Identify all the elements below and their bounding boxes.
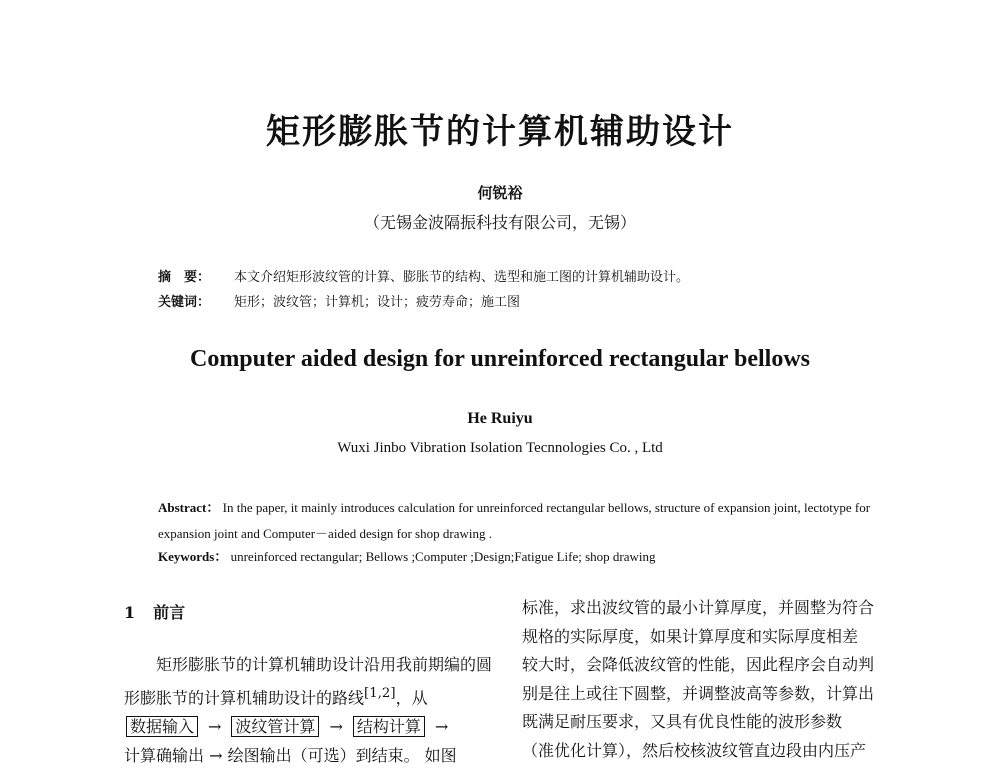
affiliation-en: Wuxi Jinbo Vibration Isolation Tecnnologies Co. , Ltd (337, 440, 663, 456)
arrow-icon: → (434, 717, 449, 737)
keywords-cn (158, 291, 520, 310)
body-line: 别是往上或往下圆整，并调整波高等参数，计算出 (522, 683, 875, 703)
paper-title-en: Computer aided design for unreinforced rectangular bellows (189, 346, 810, 372)
flow-line (124, 712, 494, 741)
section-number: 1 (124, 603, 136, 622)
author-name-en: He Ruiyu (467, 410, 533, 427)
abstract-cn-label: 摘 要： (158, 270, 211, 285)
section-title: 前言 (153, 603, 186, 622)
citation: [1,2] (364, 686, 396, 701)
right-column (522, 594, 892, 765)
body-line: 较大时，会降低波纹管的性能，因此程序会自动判 (522, 655, 875, 674)
affiliation-cn: （无锡金波隔振科技有限公司，无锡） (363, 213, 636, 232)
body-line: 规格的实际厚度，如果计算厚度和实际厚度相差 (522, 626, 859, 646)
flow-step: 波纹管计算 (231, 716, 319, 737)
abstract-cn (158, 266, 689, 285)
left-column (124, 650, 494, 770)
section-heading (124, 600, 185, 623)
body-line: （准优化计算），然后校核波纹管直边段由内压产 (522, 740, 867, 760)
abstract-en-label: Abstract： (158, 500, 220, 515)
flow-step: 结构计算 (353, 716, 425, 737)
keywords-cn-text: 矩形；波纹管；计算机；设计；疲劳寿命；施工图 (234, 295, 521, 310)
abstract-en (158, 495, 878, 547)
paper-title-cn: 矩形膨胀节的计算机辅助设计 (266, 112, 734, 152)
body-line: 既满足耐压要求，又具有优良性能的波形参数 (522, 712, 843, 731)
abstract-en-text: In the paper, it mainly introduces calculation for unreinforced rectangular bellows, structure of expansion joint, lectotype for expansion joint and Computer－aided design for shop drawing . (158, 500, 871, 541)
flow-step: 数据输入 (126, 716, 198, 737)
arrow-icon: → (208, 717, 222, 737)
paragraph-text-end: ，从 (395, 688, 428, 708)
keywords-en-label: Keywords： (158, 549, 228, 564)
body-line: 标准，求出波纹管的最小计算厚度，并圆整为符合 (522, 598, 875, 617)
author-name-cn: 何锐裕 (477, 184, 523, 202)
abstract-cn-text: 本文介绍矩形波纹管的计算、膨胀节的结构、选型和施工图的计算机辅助设计。 (234, 270, 690, 285)
flow-line-2: 计算确输出 → 绘图输出（可选）到结束。 如图 (124, 746, 457, 766)
keywords-en (158, 547, 878, 567)
arrow-icon: → (329, 717, 343, 737)
paragraph-text: 矩形膨胀节的计算机辅助设计沿用我前期编的圆形膨胀节的计算机辅助设计的路线 (124, 655, 493, 708)
keywords-en-text: unreinforced rectangular; Bellows ;Computer ;Design;Fatigue Life; shop drawing (230, 549, 656, 564)
paragraph (124, 650, 494, 712)
keywords-cn-label: 关键词： (158, 295, 211, 310)
